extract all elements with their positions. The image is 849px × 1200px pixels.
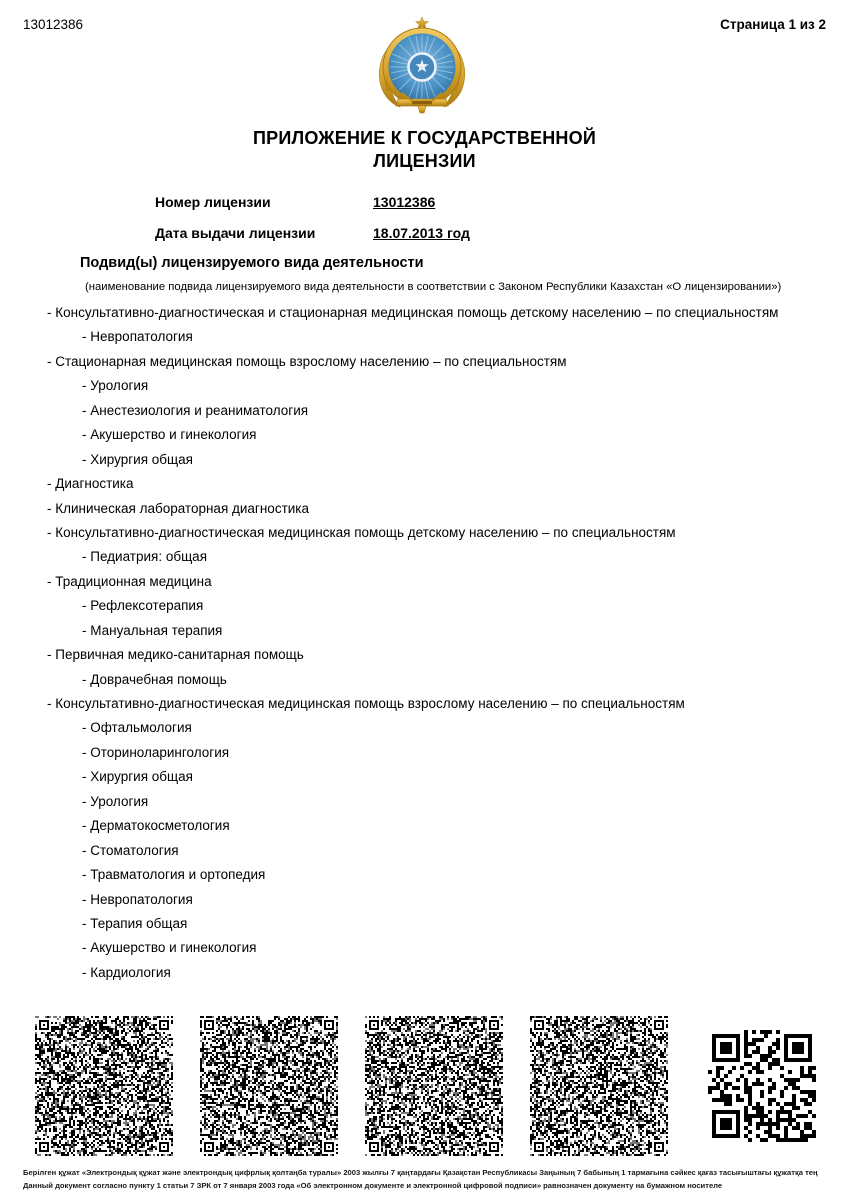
kazakhstan-coat-of-arms-icon [374, 15, 470, 117]
legal-footer [23, 1166, 829, 1192]
activity-item: - Консультативно-диагностическая и стационарная медицинская помощь детскому населению – по специальностям [47, 305, 779, 320]
datamatrix-barcode-icon-4 [530, 1016, 668, 1156]
activity-item: - Клиническая лабораторная диагностика [47, 500, 310, 516]
activity-item: - Стационарная медицинская помощь взрослому населению – по специальностям [47, 353, 567, 369]
page-title [0, 127, 849, 173]
license-number-label: Номер лицензии [155, 194, 271, 210]
activity-item: - Урология [82, 793, 149, 809]
activity-item: - Оториноларингология [82, 744, 230, 760]
activity-item: - Кардиология [82, 964, 171, 980]
activity-item: - Дерматокосметология [82, 818, 230, 834]
activity-item: - Урология [82, 378, 149, 394]
activity-item: - Первичная медико-санитарная помощь [47, 647, 304, 663]
activity-item: - Хирургия общая [82, 451, 193, 467]
license-date-label: Дата выдачи лицензии [155, 225, 316, 241]
activity-item: - Травматология и ортопедия [82, 867, 266, 883]
page-title-line1: ПРИЛОЖЕНИЕ К ГОСУДАРСТВЕННОЙ [253, 128, 596, 148]
activity-item: - Диагностика [47, 476, 134, 492]
activity-item: - Невропатология [82, 891, 193, 907]
activity-item: - Акушерство и гинекология [82, 427, 257, 443]
qr-code-icon [708, 1030, 816, 1142]
activity-item: - Хирургия общая [82, 769, 193, 785]
datamatrix-barcode-icon-1 [35, 1016, 173, 1156]
activity-item: - Консультативно-диагностическая медицинская помощь взрослому населению – по специальностям [47, 696, 685, 711]
license-fields [155, 194, 470, 256]
license-number-value: 13012386 [373, 194, 436, 210]
activity-item: - Рефлексотерапия [82, 598, 204, 614]
legal-footer-line-kk: Берілген құжат «Электрондық құжат және электрондық цифрлық қолтаңба туралы» 2003 жылғы 7 қаңтардағы Қазақстан Республикасы Заңының 7 бабының 1 тармағына сәйкес қағаз тасығыштағы құжатқа тең [23, 1168, 818, 1177]
activity-item: - Мануальная терапия [82, 622, 223, 638]
activity-item: - Доврачебная помощь [82, 671, 227, 687]
activity-item: - Анестезиология и реаниматология [82, 402, 309, 418]
license-date-value: 18.07.2013 год [373, 225, 470, 241]
subtypes-section-heading: Подвид(ы) лицензируемого вида деятельности [80, 255, 424, 271]
datamatrix-barcode-icon-3 [365, 1016, 503, 1156]
license-date-row [155, 225, 470, 256]
datamatrix-barcode-icon-2 [200, 1016, 338, 1156]
legal-footer-line-ru: Данный документ согласно пункту 1 статьи 7 ЗРК от 7 января 2003 года «Об электронном документе и электронной цифровой подписи» равнозначен документу на бумажном носителе [23, 1181, 723, 1190]
activity-item: - Педиатрия: общая [82, 549, 208, 565]
activity-item: - Терапия общая [82, 915, 188, 931]
subtypes-section-note: (наименование подвида лицензируемого вида деятельности в соответствии с Законом Республики Казахстан «О лицензировании») [85, 281, 782, 293]
activity-item: - Невропатология [82, 329, 193, 345]
activity-item: - Офтальмология [82, 720, 192, 736]
license-number-row [155, 194, 470, 225]
page-indicator: Страница 1 из 2 [720, 17, 826, 32]
page-title-line2: ЛИЦЕНЗИИ [373, 151, 476, 171]
document-number: 13012386 [23, 17, 84, 32]
activities-list [0, 305, 849, 989]
activity-item: - Акушерство и гинекология [82, 940, 257, 956]
activity-item: - Стоматология [82, 842, 179, 858]
activity-item: - Консультативно-диагностическая медицинская помощь детскому населению – по специальностям [47, 524, 676, 540]
activity-item: - Традиционная медицина [47, 573, 212, 589]
